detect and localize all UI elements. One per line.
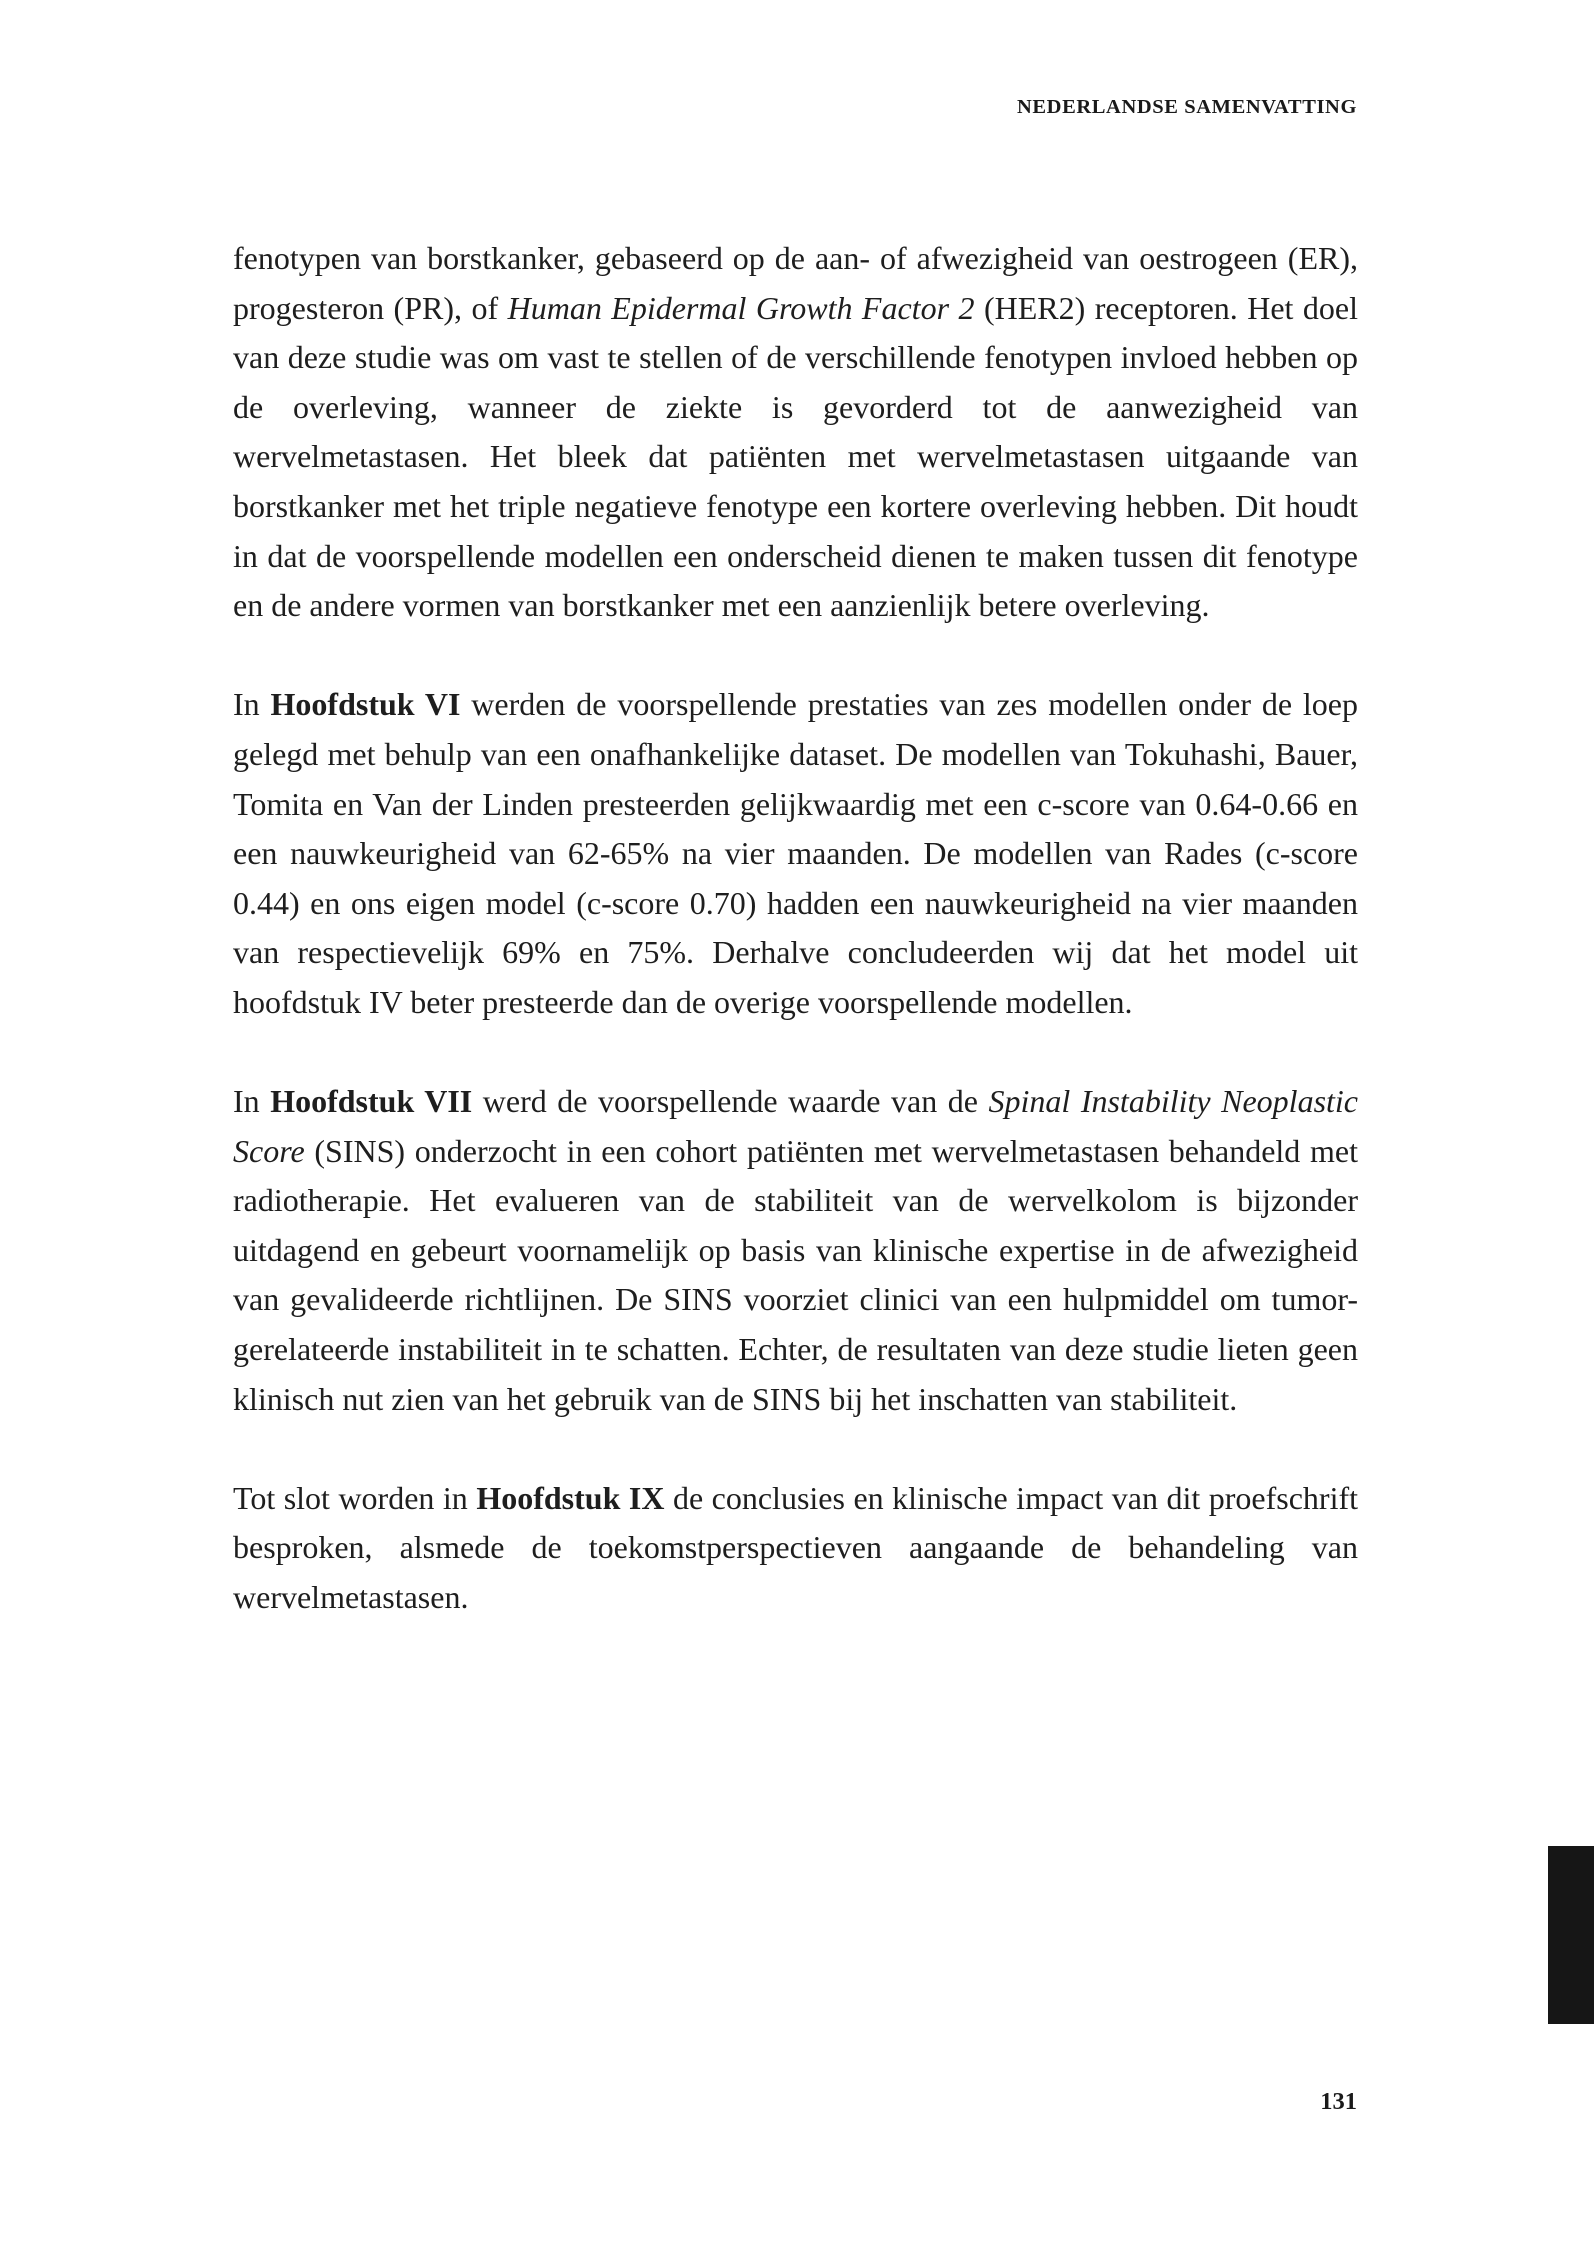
paragraph-text: (HER2) receptoren. Het doel van deze studie was om vast te stellen of de verschillende fenotypen invloed hebben op de overleving, wanneer de ziekte is gevorderd tot de aanwezigheid van wervelmetastasen. Het bleek dat patiënten met wervelmetastasen uitgaande van borstkanker met het triple negatieve fenotype een kortere overleving hebben. Dit houdt in dat de voorspellende modellen een onderscheid dienen te maken tussen dit fenotype en de andere vormen van borstkanker met een aanzienlijk betere overleving. (233, 289, 1359, 624)
running-header: NEDERLANDSE SAMENVATTING (1017, 96, 1357, 118)
paragraph-text: (SINS) onderzocht in een cohort patiënten met wervelmetastasen behandeld met radiotherapie. Het evalueren van de stabiliteit van de wervelkolom is bijzonder uitdagend en gebeurt voornamelijk op basis van klinische expertise in de afwezigheid van gevalideerde richtlijnen. De SINS voorziet clinici van een hulpmiddel om tumor-gerelateerde instabiliteit in te schatten. Echter, de resultaten van deze studie lieten geen klinisch nut zien van het gebruik van de SINS bij het inschatten van stabiliteit. (233, 1132, 1358, 1417)
chapter-reference: Hoofdstuk VII (270, 1083, 473, 1120)
paragraph-phenotypes (233, 234, 1358, 631)
paragraph-chapter-vi (233, 680, 1358, 1027)
paragraph-text: In (233, 686, 271, 723)
paragraph-text: In (233, 1083, 271, 1120)
paragraph-text: werden de voorspellende prestaties van zes modellen onder de loep gelegd met behulp van een onafhankelijke dataset. De modellen van Tokuhashi, Bauer, Tomita en Van der Linden presteerden gelijkwaardig met een c-score van 0.64-0.66 en een nauwkeurigheid van 62-65% na vier maanden. De modellen van Rades (c-score 0.44) en ons eigen model (c-score 0.70) hadden een nauwkeurigheid na vier maanden van respectievelijk 69% en 75%. Derhalve concludeerden wij dat het model uit hoofdstuk IV beter presteerde dan de overige voorspellende modellen. (233, 686, 1359, 1020)
chapter-reference: Hoofdstuk VI (270, 686, 461, 723)
chapter-thumb-tab (1548, 1846, 1594, 2024)
page-number: 131 (1320, 2088, 1357, 2115)
paragraph-text: werd de voorspellende waarde van de (472, 1083, 989, 1120)
body-text (233, 234, 1358, 1623)
paragraph-text: Tot slot worden in (233, 1479, 477, 1516)
paragraph-text: fenotypen van borstkanker, gebaseerd op de aan- of afwezigheid van oestrogeen (ER), progesteron (PR), of (233, 240, 1358, 326)
paragraph-text: de conclusies en klinische impact van dit proefschrift besproken, alsmede de toekomstperspectieven aangaande de behandeling van wervelmetastasen. (233, 1479, 1359, 1616)
chapter-reference: Hoofdstuk IX (476, 1479, 665, 1516)
paragraph-chapter-vii (233, 1077, 1358, 1424)
paragraph-chapter-ix (233, 1474, 1358, 1623)
italic-term: Spinal Instability Neoplastic Score (233, 1083, 1359, 1169)
italic-term: Human Epidermal Growth Factor 2 (507, 289, 975, 326)
